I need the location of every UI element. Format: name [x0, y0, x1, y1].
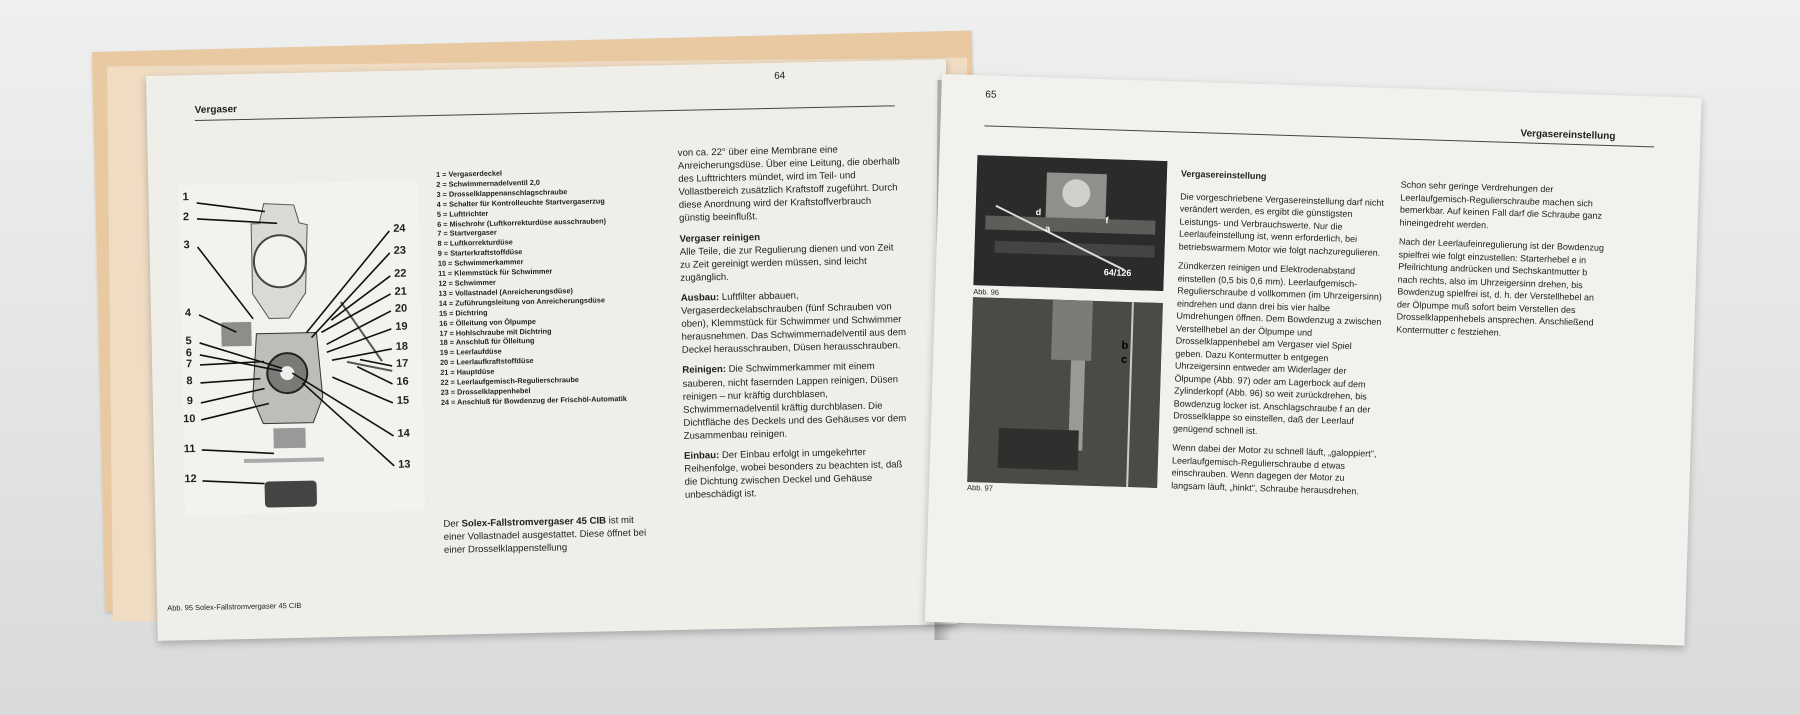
diagram-label-18: 18 [395, 340, 409, 353]
legend-item: 19 = Leerlaufdüse [439, 346, 502, 358]
diagram-label-19: 19 [395, 320, 408, 333]
intro-post: ist mit einer Vollastnadel ausgestattet. Diese öffnet bei einer Drosselklappenstellung [443, 514, 647, 557]
section-heading: Vergasereinstellung [1180, 168, 1267, 182]
section-heading: Vergaser reinigen [679, 231, 761, 245]
diagram-label-13: 13 [398, 458, 411, 471]
photo-96-stamp: 64/126 [1103, 267, 1132, 279]
right-page-header: Vergasereinstellung [1520, 128, 1616, 143]
legend-item: 17 = Hohlschraube mit Dichtring [439, 326, 552, 338]
diagram-label-22: 22 [394, 267, 407, 280]
section-heading: Reinigen: [682, 364, 727, 377]
photo-engine-96 [973, 155, 1167, 291]
left-page-number: 64 [774, 70, 786, 82]
diagram-label-5: 5 [185, 335, 192, 348]
diagram-label-10: 10 [183, 413, 196, 426]
photo-96-label-f: f [1105, 215, 1109, 226]
figure-caption-95: Abb. 95 Solex-Fallstromvergaser 45 CIB [167, 600, 302, 613]
legend-item: 21 = Hauptdüse [440, 366, 495, 378]
photo-caption-96: Abb. 96 [973, 287, 1000, 297]
diagram-label-1: 1 [182, 191, 189, 204]
section-heading: Einbau: [683, 450, 720, 462]
legend-item: 3 = Drosselklappenanschlagschraube [436, 187, 568, 199]
paragraph: Alle Teile, die zur Regulierung dienen und von Zeit zu Zeit gereinigt werden müssen, sind leicht zugänglich. [679, 242, 894, 284]
legend-item: 15 = Dichtring [438, 307, 488, 318]
diagram-label-14: 14 [397, 427, 410, 440]
legend-item: 4 = Schalter für Kontrolleuchte Startvergaserzug [436, 196, 605, 209]
photo-97-image [967, 297, 1163, 488]
diagram-label-8: 8 [186, 375, 193, 388]
parts-legend [436, 165, 671, 408]
legend-item: 18 = Anschluß für Ölleitung [439, 336, 535, 348]
left-page-header: Vergaser [194, 104, 238, 116]
legend-item: 14 = Zuführungsleitung von Anreicherungsdüse [438, 295, 606, 308]
left-page [146, 59, 958, 641]
legend-item: 10 = Schwimmerkammer [437, 257, 524, 269]
legend-item: 13 = Vollastnadel (Anreicherungsdüse) [438, 285, 573, 298]
legend-item: 12 = Schwimmer [438, 277, 496, 288]
legend-item: 9 = Starterkraftstoffdüse [437, 247, 523, 259]
legend-item: 22 = Leerlaufgemisch-Regulierschraube [440, 375, 580, 387]
intro-pre: Der [443, 518, 462, 530]
photo-96-label-d: d [1035, 207, 1042, 218]
paragraph: Zündkerzen reinigen und Elektrodenabstand einstellen (0,5 bis 0,6 mm). Leerlaufgemisch-Regulierschraube d vollkommen (im Uhrzeigersinn) eindrehen und dann drei bis vier halbe Umdrehungen öffnen. Dem Bowdenzug a zwischen Verstellhebel an der Ölpumpe und Drosselklappenhebel am Vergaser viel Spiel geben. Dazu Kontermutter b entgegen Uhrzeigersinn entweder am Widerlager der Ölpumpe (Abb. 97) oder am Lagerbock auf dem Zylinderkopf (Abb. 96) so weit zurückdrehen, bis Bowdenzug locker ist. Anschlagschraube f an der Drosselklappe so einstellen, daß der Leerlauf genügend schnell ist. [1172, 260, 1382, 436]
legend-item: 2 = Schwimmernadelventil 2,0 [436, 177, 541, 189]
photo-96-label-a: a [1045, 223, 1051, 234]
paragraph: Der Einbau erfolgt in umgekehrter Reihenfolge, wobei besonders zu beachten ist, daß die Dichtung zwischen Deckel und Gehäuse unbeschädigt ist. [684, 446, 903, 502]
paragraph: Luftfilter abbauen, Vergaserdeckelabschrauben (fünf Schrauben von oben), Klemmstück für Schwimmer und Schwimmer herausnehmen. Das Schwimmernadelventil aus dem Deckel herausschrauben, Düsen herausschrauben. [680, 290, 907, 357]
legend-item: 16 = Ölleitung von Ölpumpe [439, 316, 537, 328]
diagram-label-6: 6 [185, 347, 193, 360]
photo-97-label-b: b [1121, 339, 1129, 352]
right-text-column-1 [1171, 168, 1386, 505]
legend-item: 11 = Klemmstück für Schwimmer [438, 266, 553, 278]
diagram-label-24: 24 [393, 222, 406, 235]
paragraph: Die Schwimmerkammer mit einem sauberen, nicht fasernden Lappen reinigen, Düsen reinigen – nur kräftig durchblasen, Schwimmernadelventil kräftig durchblasen. Die Dichtfläche des Deckels und des Gehäuses vor dem Zusammenbau reinigen. [682, 361, 907, 442]
carburetor-diagram [178, 180, 425, 515]
diagram-label-17: 17 [395, 357, 409, 370]
photo-caption-97: Abb. 97 [966, 482, 994, 493]
left-text-column [678, 142, 911, 509]
diagram-label-2: 2 [182, 211, 190, 224]
legend-item: 5 = Lufttrichter [436, 208, 489, 219]
legend-item: 7 = Startvergaser [437, 228, 497, 239]
diagram-label-16: 16 [396, 375, 409, 388]
right-page-number: 65 [985, 89, 997, 101]
legend-item: 8 = Luftkorrekturdüse [437, 237, 513, 249]
photo-engine-97 [967, 297, 1163, 488]
paragraph: Schon sehr geringe Verdrehungen der Leerlaufgemisch-Regulierschraube machen sich bemerkbar. Auf keinen Fall darf die Schraube ganz hineingedreht werden. [1399, 179, 1603, 230]
paragraph: Nach der Leerlaufeinregulierung ist der Bowdenzug spielfrei wie folgt einzustellen: Starterhebel e in Pfeilrichtung andrücken und Sechskantmutter b nach rechts, also im Uhrzeigersinn drehen, bis Bowdenzug spielfrei ist, d. h. der Verstellhebel an der Ölpumpe muß sofort beim Verstellen des Drosselklappenhebels ansprechen. Anschließend Kontermutter c festziehen. [1396, 236, 1605, 338]
diagram-label-12: 12 [184, 473, 197, 486]
diagram-label-21: 21 [394, 285, 407, 298]
paragraph: von ca. 22° über eine Membrane eine Anreicherungsdüse. Über eine Leitung, die oberhalb des Lufttrichters mündet, wird im Teil- und Vollastbereich zusätzlich Kraftstoff zugeführt. Durch diese Anordnung wird der Kraftstoffverbrauch günstig beeinflußt. [677, 144, 900, 225]
photo-96-image [973, 155, 1167, 291]
legend-item: 6 = Mischrohr (Luftkorrekturdüse ausschrauben) [437, 215, 607, 229]
paragraph: Wenn dabei der Motor zu schnell läuft, „galoppiert", Leerlaufgemisch-Regulierschraube d etwas einschrauben. Wenn dagegen der Motor zu langsam läuft, „hinkt", Schraube herausdrehen. [1171, 442, 1377, 496]
intro-bold: Solex-Fallstromvergaser 45 CIB [461, 515, 607, 530]
legend-item: 24 = Anschluß für Bowdenzug der Frischöl-Automatik [440, 393, 627, 407]
diagram-label-9: 9 [186, 395, 194, 408]
diagram-label-4: 4 [184, 307, 192, 320]
legend-item: 1 = Vergaserdeckel [436, 168, 503, 179]
left-header-rule [195, 105, 895, 121]
diagram-label-11: 11 [183, 443, 196, 456]
right-text-column-2 [1396, 178, 1611, 349]
diagram-label-23: 23 [393, 244, 407, 257]
intro-paragraph [443, 513, 654, 557]
paragraph: Die vorgeschriebene Vergasereinstellung darf nicht verändert werden, es ergibt die günstigsten Leistungs- und Verbrauchswerte. Nur die Leerlaufeinstellung ist, wenn erforderlich, bei betriebswarmem Motor wie folgt nachzuregulieren. [1178, 191, 1384, 258]
diagram-label-20: 20 [394, 302, 408, 315]
photo-97-label-c: c [1120, 353, 1128, 366]
section-heading: Ausbau: [680, 291, 720, 304]
carburetor-drawing [178, 180, 425, 515]
diagram-label-7: 7 [185, 358, 193, 371]
legend-item: 23 = Drosselklappenhebel [440, 385, 531, 397]
diagram-label-15: 15 [396, 394, 410, 407]
diagram-label-3: 3 [183, 239, 190, 252]
legend-item: 20 = Leerlaufkraftstoffdüse [439, 356, 534, 368]
right-page [925, 74, 1702, 646]
